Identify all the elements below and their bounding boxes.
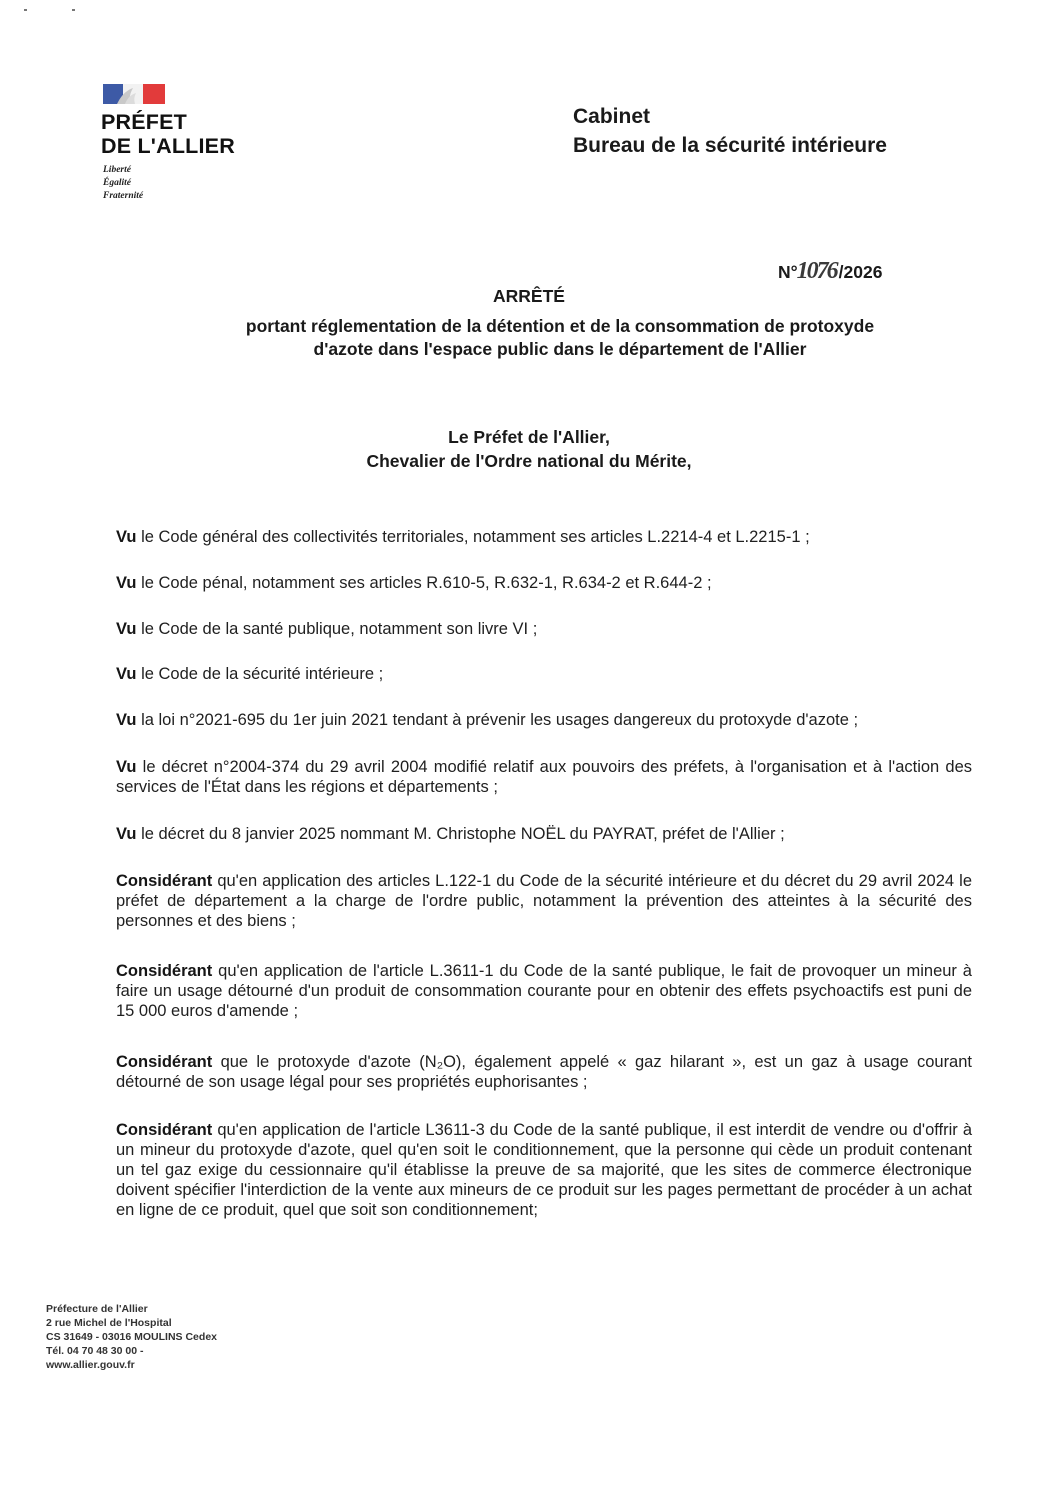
paragraph-text: le Code de la santé publique, notamment son livre VI ; xyxy=(136,620,538,638)
website-link[interactable]: www.allier.gouv.fr xyxy=(46,1359,135,1371)
marianne-flag-logo xyxy=(103,82,165,106)
address-line: CS 31649 - 03016 MOULINS Cedex xyxy=(46,1331,217,1343)
paragraph-lead: Considérant xyxy=(116,1121,213,1139)
authority-line-1: Le Préfet de l'Allier, xyxy=(448,427,610,447)
paragraph-text: qu'en application de l'article L.3611-1 du Code de la santé publique, le fait de provoquer un mineur à faire un usage détourné d'un produit de consommation courante pour en obtenir des effets psychoactifs est puni de 15 000 euros d'amende ; xyxy=(116,962,972,1020)
service-line-1: Cabinet xyxy=(573,105,651,128)
subject-line-1: portant réglementation de la détention et de la consommation de protoxyde xyxy=(245,316,875,336)
subject-line-2: d'azote dans l'espace public dans le département de l'Allier xyxy=(313,339,807,359)
paragraph-text: qu'en application de l'article L3611-3 du Code de la santé publique, il est interdit de vendre ou d'offrir à un mineur du protoxyde d'azote, quel qu'en soit le conditionnement, que la personne qui cède un produit contenant un tel gaz exige du cessionnaire qu'il établisse la preuve de sa majorité, que les sites de commerce électronique doivent spécifier l'interdiction de la vente aux mineurs de ce produit sur les pages permettant de procéder à un achat en ligne de ce produit, quel que soit son conditionnement; xyxy=(116,1121,972,1219)
vu-paragraph xyxy=(116,527,972,547)
republic-motto xyxy=(103,164,143,203)
motto-liberte: Liberté xyxy=(103,165,131,175)
paragraph-lead: Considérant xyxy=(116,872,213,890)
paragraph-lead: Vu xyxy=(116,665,137,683)
scan-speck xyxy=(72,9,75,11)
order-number xyxy=(778,258,882,285)
document-subject xyxy=(60,315,1058,361)
paragraph-text: le Code pénal, notamment ses articles R.610-5, R.632-1, R.634-2 et R.644-2 ; xyxy=(136,574,712,592)
service-block xyxy=(573,102,887,160)
paragraph-text: le Code général des collectivités territoriales, notamment ses articles L.2214-4 et L.2215-1 ; xyxy=(136,528,810,546)
issuer-line-1: PRÉFET xyxy=(101,110,188,134)
paragraph-lead: Vu xyxy=(116,620,137,638)
authority-block xyxy=(0,425,1058,473)
vu-paragraph xyxy=(116,619,972,639)
paragraph-lead: Vu xyxy=(116,758,137,776)
paragraph-text: le décret du 8 janvier 2025 nommant M. Christophe NOËL du PAYRAT, préfet de l'Allier ; xyxy=(136,825,785,843)
prefecture-address xyxy=(46,1302,217,1372)
paragraph-lead: Vu xyxy=(116,574,137,592)
address-line: 2 rue Michel de l'Hospital xyxy=(46,1317,172,1329)
considerant-paragraph xyxy=(116,1120,972,1220)
paragraph-lead: Vu xyxy=(116,711,137,729)
paragraph-lead: Vu xyxy=(116,528,137,546)
paragraph-lead: Vu xyxy=(116,825,137,843)
scan-speck xyxy=(24,9,27,11)
considerant-paragraph xyxy=(116,1052,972,1092)
vu-paragraph xyxy=(116,664,972,684)
considerant-paragraph xyxy=(116,871,972,931)
document-heading: ARRÊTÉ xyxy=(493,286,565,306)
vu-paragraph xyxy=(116,824,972,844)
vu-paragraph xyxy=(116,757,972,797)
paragraph-text: la loi n°2021-695 du 1er juin 2021 tendant à prévenir les usages dangereux du protoxyde d'azote ; xyxy=(136,711,859,729)
address-line: Préfecture de l'Allier xyxy=(46,1303,148,1315)
motto-egalite: Égalité xyxy=(103,178,131,188)
vu-paragraph xyxy=(116,710,972,730)
phone-line: Tél. 04 70 48 30 00 - xyxy=(46,1345,144,1357)
issuer-name xyxy=(101,110,235,158)
considerant-paragraph xyxy=(116,961,972,1021)
paragraph-text: qu'en application des articles L.122-1 du Code de la sécurité intérieure et du décret du 29 avril 2024 le préfet de département a la charge de l'ordre public, notamment la prévention des atteintes à la sécurité des personnes et des biens ; xyxy=(116,872,972,930)
order-year: /2026 xyxy=(838,262,883,282)
paragraph-text: le décret n°2004-374 du 29 avril 2004 modifié relatif aux pouvoirs des préfets, à l'organisation et à l'action des services de l'État dans les régions et départements ; xyxy=(116,758,972,796)
service-line-2: Bureau de la sécurité intérieure xyxy=(573,134,887,157)
order-prefix: N° xyxy=(778,262,798,282)
order-handwritten-number: 1076 xyxy=(796,258,837,284)
vu-paragraph xyxy=(116,573,972,593)
motto-fraternite: Fraternité xyxy=(103,191,144,201)
paragraph-text: que le protoxyde d'azote (N₂O), également appelé « gaz hilarant », est un gaz à usage courant détourné de son usage légal pour ses propriétés euphorisantes ; xyxy=(116,1053,972,1091)
issuer-line-2: DE L'ALLIER xyxy=(101,134,235,158)
authority-line-2: Chevalier de l'Ordre national du Mérite, xyxy=(366,451,692,471)
paragraph-lead: Considérant xyxy=(116,1053,213,1071)
paragraph-text: le Code de la sécurité intérieure ; xyxy=(136,665,384,683)
paragraph-lead: Considérant xyxy=(116,962,213,980)
